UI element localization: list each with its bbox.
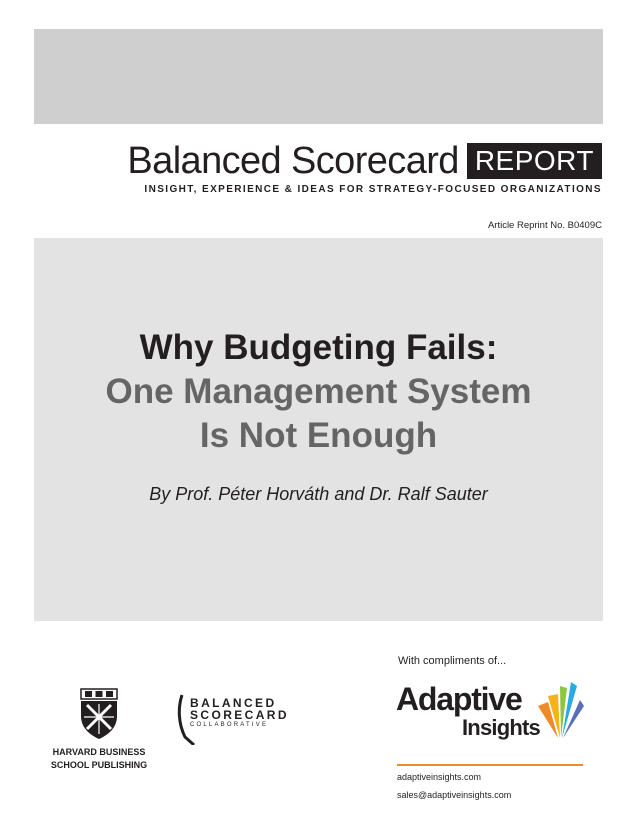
orange-divider: [397, 764, 583, 766]
headline-line-3: Is Not Enough: [199, 416, 438, 455]
harvard-business-school-publishing-logo: [44, 688, 154, 772]
article-reprint-number: Article Reprint No. B0409C: [487, 220, 602, 231]
bsc-word-balanced: BALANCED: [190, 696, 277, 710]
hbs-name-line-1: HARVARD BUSINESS: [52, 747, 146, 757]
hbs-name-line-2: SCHOOL PUBLISHING: [50, 760, 148, 770]
bsc-word-scorecard: SCORECARD: [190, 708, 289, 722]
top-gray-band: [34, 29, 603, 124]
sponsor-intro: With compliments of...: [398, 655, 507, 667]
adaptive-word-2: Insights: [462, 715, 540, 740]
headline-line-1: Why Budgeting Fails:: [139, 328, 498, 367]
adaptive-insights-logo: [396, 682, 540, 740]
adaptive-word-1: Adaptive: [396, 681, 522, 717]
adaptive-insights-fan-icon: [536, 678, 586, 740]
email-link[interactable]: sales@adaptiveinsights.com: [397, 790, 512, 800]
masthead-title: Balanced Scorecard: [127, 140, 459, 182]
masthead: [127, 140, 602, 195]
bsc-word-collaborative: COLLABORATIVE: [190, 722, 269, 728]
title-panel: [34, 238, 603, 621]
byline: By Prof. Péter Horváth and Dr. Ralf Sauter: [149, 484, 488, 504]
headline-line-2: One Management System: [105, 372, 532, 411]
bsc-wordmark: [190, 697, 289, 730]
hbs-shield-icon: [79, 688, 119, 740]
headline: [34, 326, 603, 458]
masthead-tagline: INSIGHT, EXPERIENCE & IDEAS FOR STRATEGY-FOCUSED ORGANIZATIONS: [144, 184, 602, 195]
masthead-report-label: REPORT: [467, 143, 602, 179]
website-link[interactable]: adaptiveinsights.com: [397, 772, 482, 782]
balanced-scorecard-collaborative-logo: [176, 693, 289, 745]
hbs-name: [44, 746, 154, 772]
